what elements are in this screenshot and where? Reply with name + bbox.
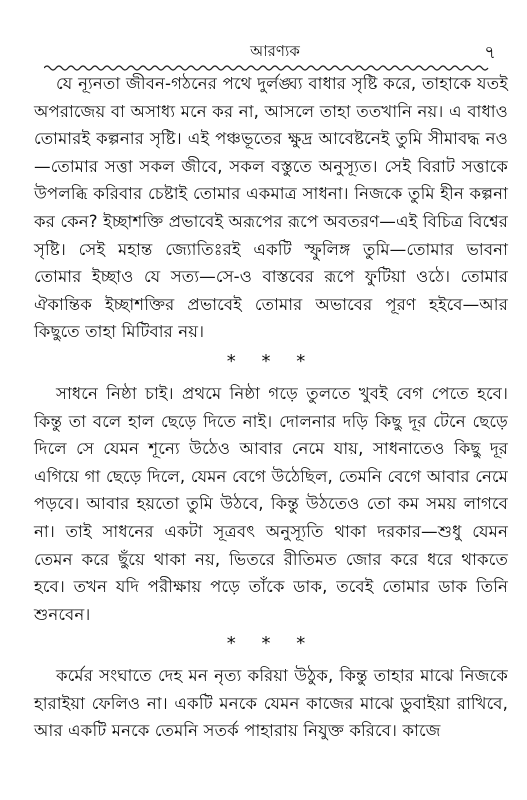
section-separator: * * * [226, 633, 316, 655]
page-body [34, 70, 508, 745]
section-separator: * * * [226, 350, 316, 372]
running-title: আরণ্যক [250, 42, 300, 60]
paragraph-2: সাধনে নিষ্ঠা চাই। প্রথমে নিষ্ঠা গড়ে তুলতে খুবই বেগ পেতে হবে। কিন্তু তা বলে হাল ছেড়ে দিতে নাই। দোলনার দড়ি কিছু দূর টেনে ছেড়ে দিলে সে যেমন শূন্যে উঠেও আবার নেমে যায়, সাধনাতেও কিছু দূর এগিয়ে গা ছেড়ে দিলে, যেমন বেগে উঠেছিল, তেমনি বেগে আবার নেমে পড়বে। আবার হয়তো তুমি উঠবে, কিন্তু উঠতেও তো কম সময় লাগবে না। তাই সাধনের একটা সূত্রবৎ অনুস্যূতি থাকা দরকার—শুধু যেমন তেমন করে ছুঁয়ে থাকা নয়, ভিতরে রীতিমত জোর করে ধরে থাকতে হবে। তখন যদি পরীক্ষায় পড়ে তাঁকে ডাক, তবেই তোমার ডাক তিনি শুনবেন। [34, 383, 508, 624]
paragraph-1: যে ন্যূনতা জীবন-গঠনের পথে দুর্লঙ্ঘ্য বাধার সৃষ্টি করে, তাহাকে যতই অপরাজেয় বা অসাধ্য মনে কর না, আসলে তাহা ততখানি নয়। এ বাধাও তোমারই কল্পনার সৃষ্টি। এই পঞ্চভূতের ক্ষুদ্র আবেষ্টনেই তুমি সীমাবদ্ধ নও—তোমার সত্তা সকল জীবে, সকল বস্তুতে অনুস্যূত। সেই বিরাট সত্তাকে উপলব্ধি করিবার চেষ্টাই তোমার একমাত্র সাধনা। নিজকে তুমি হীন কল্পনা কর কেন? ইচ্ছাশক্তি প্রভাবেই অরূপের রূপে অবতরণ—এই বিচিত্র বিশ্বের সৃষ্টি। সেই মহান্ত জ্যোতিঃরই একটি স্ফুলিঙ্গ তুমি—তোমার ভাবনা তোমার ইচ্ছাও যে সত্য—সে-ও বাস্তবের রূপে ফুটিয়া ওঠে। তোমার ঐকান্তিক ইচ্ছাশক্তির প্রভাবেই তোমার অভাবের পূরণ হইবে—আর কিছুতে তাহা মিটিবার নয়। [34, 74, 508, 342]
page-number: ৭ [484, 42, 496, 63]
page-header [40, 40, 510, 62]
paragraph-3: কর্মের সংঘাতে দেহ মন নৃত্য করিয়া উঠুক, কিন্তু তাহার মাঝে নিজকে হারাইয়া ফেলিও না। একটি মনকে যেমন কাজের মাঝে ডুবাইয়া রাখিবে, আর একটি মনকে তেমনি সতর্ক পাহারায় নিযুক্ত করিবে। কাজে [34, 666, 508, 741]
